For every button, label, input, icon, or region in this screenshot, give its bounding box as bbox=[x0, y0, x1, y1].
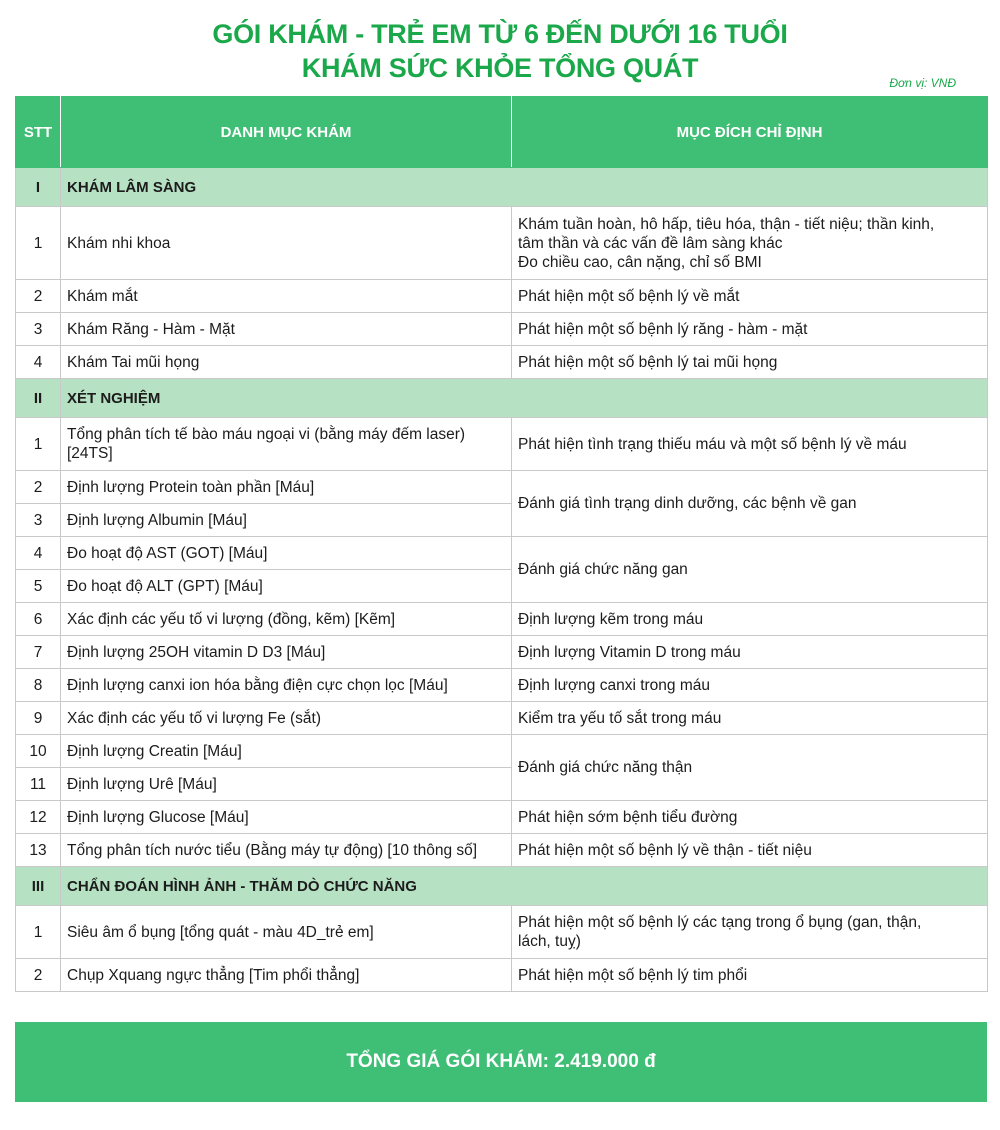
row-number: 10 bbox=[16, 735, 61, 768]
row-purpose: Phát hiện một số bệnh lý về thận - tiết niệu bbox=[512, 834, 988, 867]
row-number: 4 bbox=[16, 346, 61, 379]
row-number: 1 bbox=[16, 906, 61, 959]
table-row bbox=[16, 636, 988, 669]
section-row bbox=[16, 379, 988, 418]
row-purpose: Đánh giá chức năng gan bbox=[512, 537, 988, 603]
purpose-line: Đo chiều cao, cân nặng, chỉ số BMI bbox=[518, 253, 762, 271]
table-row bbox=[16, 471, 988, 504]
row-item: Tổng phân tích nước tiểu (Bằng máy tự động) [10 thông số] bbox=[61, 834, 512, 867]
row-number: 2 bbox=[16, 471, 61, 504]
row-item: Định lượng Creatin [Máu] bbox=[61, 735, 512, 768]
row-number: 1 bbox=[16, 207, 61, 280]
header-item: DANH MỤC KHÁM bbox=[61, 97, 512, 168]
row-item: Khám nhi khoa bbox=[61, 207, 512, 280]
table-row bbox=[16, 313, 988, 346]
row-purpose: Phát hiện sớm bệnh tiểu đường bbox=[512, 801, 988, 834]
item-line: Tổng phân tích tế bào máu ngoại vi (bằng máy đếm laser) bbox=[67, 426, 466, 443]
row-number: 12 bbox=[16, 801, 61, 834]
row-number: 3 bbox=[16, 504, 61, 537]
table-row bbox=[16, 801, 988, 834]
table-row bbox=[16, 735, 988, 768]
row-number: 8 bbox=[16, 669, 61, 702]
section-row bbox=[16, 867, 988, 906]
table-row bbox=[16, 702, 988, 735]
row-number: 3 bbox=[16, 313, 61, 346]
purpose-line: Phát hiện một số bệnh lý các tạng trong ổ bụng (gan, thận, bbox=[518, 914, 922, 931]
purpose-line: tâm thần và các vấn đề lâm sàng khác bbox=[518, 234, 783, 252]
item-line: [24TS] bbox=[67, 445, 113, 462]
currency-unit: Đơn vị: VNĐ bbox=[889, 76, 956, 90]
page-title: GÓI KHÁM - TRẺ EM TỪ 6 ĐẾN DƯỚI 16 TUỔI bbox=[212, 19, 788, 49]
row-number: 13 bbox=[16, 834, 61, 867]
table-row bbox=[16, 669, 988, 702]
table-row bbox=[16, 906, 988, 959]
row-number: 11 bbox=[16, 768, 61, 801]
row-purpose bbox=[512, 207, 988, 280]
section-title: KHÁM LÂM SÀNG bbox=[61, 168, 988, 207]
row-number: 9 bbox=[16, 702, 61, 735]
row-item bbox=[61, 418, 512, 471]
row-item: Chụp Xquang ngực thẳng [Tim phổi thẳng] bbox=[61, 959, 512, 992]
page-subtitle: KHÁM SỨC KHỎE TỔNG QUÁT bbox=[301, 53, 699, 83]
header-stt: STT bbox=[16, 97, 61, 168]
table-row bbox=[16, 959, 988, 992]
row-purpose: Phát hiện một số bệnh lý về mắt bbox=[512, 280, 988, 313]
row-item: Định lượng Glucose [Máu] bbox=[61, 801, 512, 834]
row-item: Định lượng canxi ion hóa bằng điện cực chọn lọc [Máu] bbox=[61, 669, 512, 702]
row-item: Định lượng Urê [Máu] bbox=[61, 768, 512, 801]
row-item: Khám Răng - Hàm - Mặt bbox=[61, 313, 512, 346]
row-item: Xác định các yếu tố vi lượng (đồng, kẽm) [Kẽm] bbox=[61, 603, 512, 636]
row-item: Định lượng Albumin [Máu] bbox=[61, 504, 512, 537]
table-row bbox=[16, 537, 988, 570]
row-number: 2 bbox=[16, 959, 61, 992]
row-number: 5 bbox=[16, 570, 61, 603]
section-number: III bbox=[16, 867, 61, 906]
row-item: Siêu âm ổ bụng [tổng quát - màu 4D_trẻ em] bbox=[61, 906, 512, 959]
row-item: Định lượng 25OH vitamin D D3 [Máu] bbox=[61, 636, 512, 669]
table-row bbox=[16, 280, 988, 313]
purpose-line: lách, tuỵ) bbox=[518, 933, 581, 950]
row-purpose: Phát hiện một số bệnh lý răng - hàm - mặt bbox=[512, 313, 988, 346]
row-purpose: Đánh giá chức năng thận bbox=[512, 735, 988, 801]
row-purpose: Định lượng kẽm trong máu bbox=[512, 603, 988, 636]
section-number: II bbox=[16, 379, 61, 418]
row-number: 2 bbox=[16, 280, 61, 313]
section-title: CHẨN ĐOÁN HÌNH ẢNH - THĂM DÒ CHỨC NĂNG bbox=[61, 867, 988, 906]
row-number: 4 bbox=[16, 537, 61, 570]
row-purpose: Phát hiện một số bệnh lý tai mũi họng bbox=[512, 346, 988, 379]
section-row bbox=[16, 168, 988, 207]
row-number: 6 bbox=[16, 603, 61, 636]
row-purpose: Phát hiện tình trạng thiếu máu và một số bệnh lý về máu bbox=[512, 418, 988, 471]
row-purpose: Đánh giá tình trạng dinh dưỡng, các bệnh về gan bbox=[512, 471, 988, 537]
row-item: Khám Tai mũi họng bbox=[61, 346, 512, 379]
row-purpose: Định lượng Vitamin D trong máu bbox=[512, 636, 988, 669]
row-item: Xác định các yếu tố vi lượng Fe (sắt) bbox=[61, 702, 512, 735]
section-title: XÉT NGHIỆM bbox=[61, 379, 988, 418]
row-item: Đo hoạt độ ALT (GPT) [Máu] bbox=[61, 570, 512, 603]
total-price-banner: TỔNG GIÁ GÓI KHÁM: 2.419.000 đ bbox=[15, 1022, 987, 1102]
table-row bbox=[16, 346, 988, 379]
row-purpose: Phát hiện một số bệnh lý tim phổi bbox=[512, 959, 988, 992]
row-purpose: Kiểm tra yếu tố sắt trong máu bbox=[512, 702, 988, 735]
row-number: 1 bbox=[16, 418, 61, 471]
table-row bbox=[16, 207, 988, 280]
row-item: Đo hoạt độ AST (GOT) [Máu] bbox=[61, 537, 512, 570]
row-item: Định lượng Protein toàn phần [Máu] bbox=[61, 471, 512, 504]
table-header bbox=[16, 97, 988, 168]
row-purpose bbox=[512, 906, 988, 959]
row-item: Khám mắt bbox=[61, 280, 512, 313]
row-purpose: Định lượng canxi trong máu bbox=[512, 669, 988, 702]
table-row bbox=[16, 834, 988, 867]
header-purpose: MỤC ĐÍCH CHỈ ĐỊNH bbox=[512, 97, 988, 168]
table-row bbox=[16, 418, 988, 471]
purpose-line: Khám tuần hoàn, hô hấp, tiêu hóa, thận - tiết niệu; thần kinh, bbox=[518, 215, 935, 233]
table-row bbox=[16, 603, 988, 636]
exam-package-table bbox=[15, 96, 988, 992]
row-number: 7 bbox=[16, 636, 61, 669]
section-number: I bbox=[16, 168, 61, 207]
